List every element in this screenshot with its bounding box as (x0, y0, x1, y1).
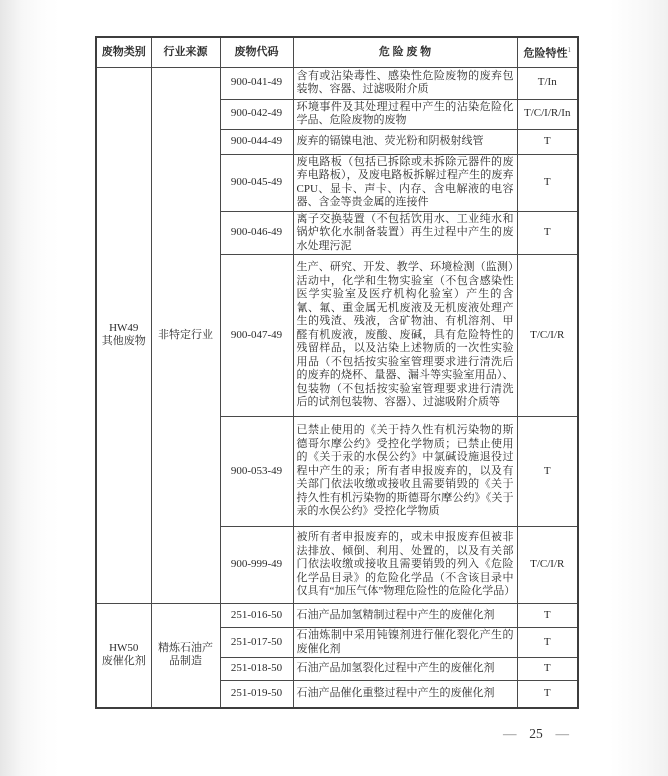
waste-desc-cell: 废弃的镉镍电池、荧光粉和阴极射线管 (293, 129, 517, 154)
category-cell-hw50 (96, 604, 151, 708)
hazard-characteristic-cell: T (517, 628, 578, 658)
industry-cell-hw49: 非特定行业 (151, 67, 220, 604)
waste-code-cell: 900-999-49 (220, 527, 293, 604)
hazard-characteristic-cell: T/C/I/R (517, 255, 578, 417)
category-code: HW50 (109, 641, 139, 654)
waste-desc-cell: 被所有者申报废弃的，或未申报废弃但被非法排放、倾倒、利用、处置的，以及有关部门依法收缴或接收且需要销毁的列入《危险化学品目录》的危险化学品（不含该目录中仅具有“加压气体”物理危险性的危险化学品） (293, 527, 517, 604)
header-industry-source: 行业来源 (151, 37, 220, 67)
header-hazard-characteristic (517, 37, 578, 67)
category-code: HW49 (109, 321, 139, 334)
waste-desc-cell: 已禁止使用的《关于持久性有机污染物的斯德哥尔摩公约》受控化学物质；已禁止使用的《关于汞的水俣公约》中氯碱设施退役过程中产生的汞；所有者申报废弃的，以及有关部门依法收缴或接收且需要销毁的《关于持久性有机污染物的斯德哥尔摩公约》《关于汞的水俣公约》受控化学物质 (293, 417, 517, 527)
page-number: 25 (529, 726, 543, 741)
industry-cell-hw50: 精炼石油产品制造 (151, 604, 220, 708)
waste-desc-cell: 含有或沾染毒性、感染性危险废物的废弃包装物、容器、过滤吸附介质 (293, 67, 517, 99)
waste-code-cell: 900-044-49 (220, 129, 293, 154)
hazard-characteristic-cell: T (517, 211, 578, 255)
waste-code-cell: 900-047-49 (220, 255, 293, 417)
footer-dash-left: — (503, 726, 517, 741)
hazard-characteristic-cell: T (517, 604, 578, 628)
header-hazardous-waste: 危 险 废 物 (293, 37, 517, 67)
hazard-characteristic-cell: T/In (517, 67, 578, 99)
hazard-characteristic-cell: T (517, 658, 578, 681)
waste-desc-cell: 离子交换装置（不包括饮用水、工业纯水和锅炉软化水制备装置）再生过程中产生的废水处理污泥 (293, 211, 517, 255)
hazard-characteristic-cell: T (517, 129, 578, 154)
table-header-row (96, 37, 578, 67)
page-footer (503, 726, 569, 742)
waste-code-cell: 251-019-50 (220, 681, 293, 708)
waste-code-cell: 900-053-49 (220, 417, 293, 527)
header-waste-category: 废物类别 (96, 37, 151, 67)
waste-desc-cell: 石油产品催化重整过程中产生的废催化剂 (293, 681, 517, 708)
hazard-characteristic-cell: T (517, 681, 578, 708)
hazard-characteristic-cell: T/C/I/R (517, 527, 578, 604)
waste-desc-cell: 废电路板（包括已拆除或未拆除元器件的废弃电路板），及废电路板拆解过程产生的废弃CPU、显卡、声卡、内存、含电解液的电容器、含金等贵金属的连接件 (293, 154, 517, 211)
header-footnote-mark: 1 (567, 45, 571, 54)
hazardous-waste-catalog-table (95, 36, 579, 709)
waste-code-cell: 900-046-49 (220, 211, 293, 255)
waste-desc-cell: 生产、研究、开发、教学、环境检测（监测）活动中，化学和生物实验室（不包含感染性医学实验室及医疗机构化验室）产生的含氰、氟、重金属无机废液及无机废液处理产生的残渣、残液，含矿物油、有机溶剂、甲醛有机废液，废酸、废碱，具有危险特性的残留样品，以及沾染上述物质的一次性实验用品（不包括按实验室管理要求进行清洗后的废弃的烧杯、量器、漏斗等实验室用品）、包装物（不包括按实验室管理要求进行清洗后的试剂包装物、容器）、过滤吸附介质等 (293, 255, 517, 417)
table-row (96, 604, 578, 628)
header-hazard-characteristic-label: 危险特性 (523, 47, 568, 60)
waste-code-cell: 900-042-49 (220, 99, 293, 129)
hazard-characteristic-cell: T (517, 417, 578, 527)
waste-desc-cell: 石油产品加氢精制过程中产生的废催化剂 (293, 604, 517, 628)
waste-desc-cell: 石油产品加氢裂化过程中产生的废催化剂 (293, 658, 517, 681)
waste-code-cell: 251-016-50 (220, 604, 293, 628)
table-row (96, 67, 578, 99)
waste-code-cell: 251-018-50 (220, 658, 293, 681)
waste-code-cell: 251-017-50 (220, 628, 293, 658)
category-cell-hw49 (96, 67, 151, 604)
waste-code-cell: 900-041-49 (220, 67, 293, 99)
hazard-characteristic-cell: T (517, 154, 578, 211)
waste-code-cell: 900-045-49 (220, 154, 293, 211)
waste-desc-cell: 环境事件及其处理过程中产生的沾染危险化学品、危险废物的废物 (293, 99, 517, 129)
category-name: 其他废物 (101, 335, 146, 348)
category-name: 废催化剂 (101, 655, 146, 668)
header-waste-code: 废物代码 (220, 37, 293, 67)
waste-desc-cell: 石油炼制中采用钝镍剂进行催化裂化产生的废催化剂 (293, 628, 517, 658)
footer-dash-right: — (555, 726, 569, 741)
hazard-characteristic-cell: T/C/I/R/In (517, 99, 578, 129)
